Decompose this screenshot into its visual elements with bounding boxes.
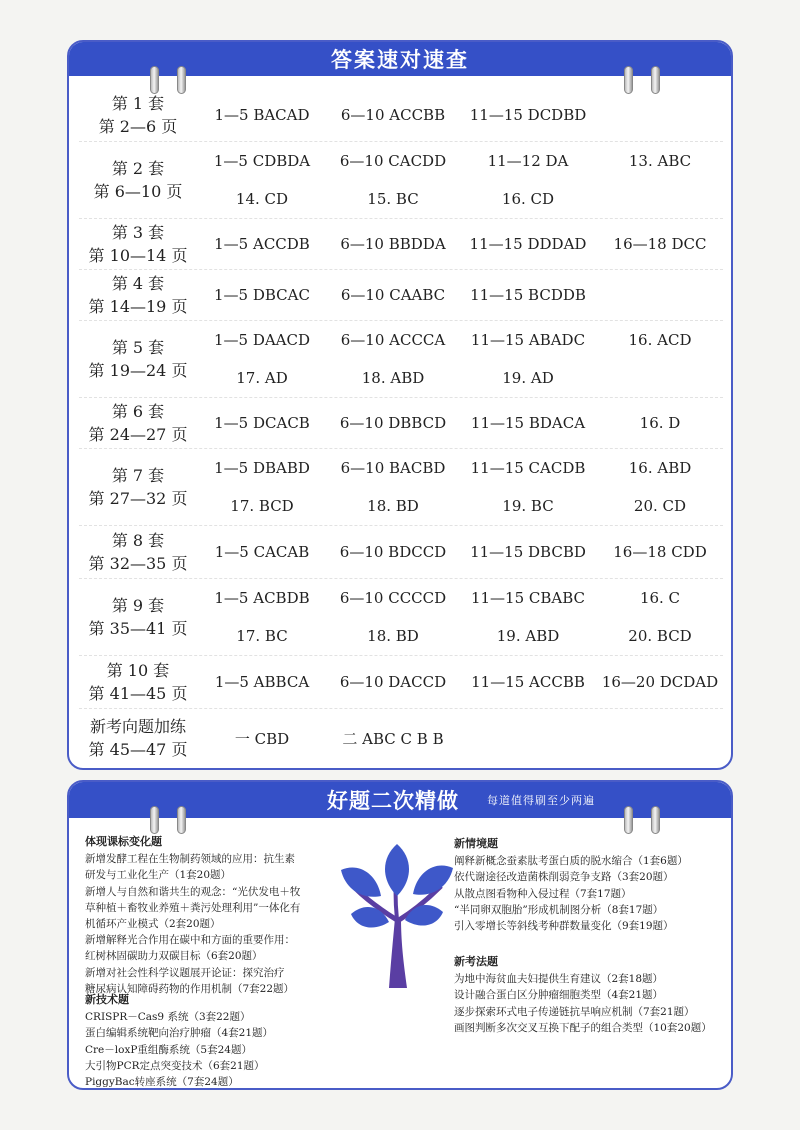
page-range: 第 19—24 页: [88, 361, 188, 380]
answer-cell: 11—15 DBCBD: [470, 543, 586, 561]
answer-cell: 1—5 DAACD: [213, 331, 311, 349]
answer-row: [79, 398, 723, 449]
list-item: 机循环产业模式（2套20题）: [85, 918, 221, 931]
answer-row: [79, 219, 723, 270]
page-range: 第 35—41 页: [88, 619, 188, 638]
list-item: 阐释新概念蚕素肽考蛋白质的脱水缩合（1套6题）: [454, 855, 688, 868]
answer-cell: 18. BD: [367, 497, 419, 515]
answer-cell: 16. ACD: [628, 331, 692, 349]
answer-card-title: 答案速对速查: [331, 48, 469, 72]
answer-cell: 6—10 DACCD: [339, 673, 447, 691]
list-item: 蛋白编辑系统靶向治疗肿瘤（4套21题）: [85, 1027, 274, 1040]
answer-row: [79, 709, 723, 767]
list-item: 新增对社会性科学议题展开论证：探究治疗: [85, 966, 285, 979]
answer-cell: 二 ABC C B B: [342, 729, 444, 748]
set-label: [79, 157, 197, 203]
list-item: 逐步探索环式电子传递链抗旱响应机制（7套21题）: [454, 1005, 695, 1018]
list-item: 画图判断多次交叉互换下配子的组合类型（10套20题）: [454, 1021, 712, 1034]
section-curriculum: [85, 834, 300, 997]
answer-cell: 6—10 DBBCD: [339, 414, 447, 432]
section-new-methods: [454, 954, 712, 1036]
set-number: 第 4 套: [111, 274, 165, 293]
answer-cell: 1—5 ACBDB: [214, 589, 310, 607]
set-number: 第 7 套: [111, 466, 165, 485]
list-item: CRISPR－Cas9 系统（3套22题）: [85, 1011, 251, 1024]
answer-cell: 1—5 DBCAC: [214, 286, 310, 304]
answer-card: [67, 40, 733, 770]
binder-ring-icon: [150, 806, 159, 834]
list-item: 草种植＋畜牧业养殖＋粪污处理利用”一体化有: [85, 901, 301, 914]
good-questions-title: 好题二次精做: [327, 789, 459, 813]
list-item: 大引物PCR定点突变技术（6套21题）: [85, 1059, 265, 1072]
list-item: 新增解释光合作用在碳中和方面的重要作用：: [85, 934, 295, 947]
set-label: [79, 400, 197, 446]
list-item: 引入零增长等斜线考种群数量变化（9套19题）: [454, 920, 674, 933]
section-title: 新技术题: [85, 993, 129, 1006]
answer-cell: 16—18 DCC: [613, 235, 707, 253]
binder-ring-icon: [651, 806, 660, 834]
list-item: “半同卵双胞胎”形成机制图分析（8套17题）: [454, 903, 664, 916]
answer-cell: 11—15 BCDDB: [470, 286, 586, 304]
answer-cell: 6—10 ACCCA: [340, 331, 446, 349]
answer-cell: 1—5 ACCDB: [214, 235, 310, 253]
answer-cell: 11—15 CBABC: [470, 589, 586, 607]
page-range: 第 14—19 页: [88, 297, 188, 316]
answer-cell: 6—10 BBDDA: [340, 235, 446, 253]
set-number: 第 5 套: [111, 338, 165, 357]
answer-cell: 6—10 ACCBB: [340, 106, 446, 124]
answer-cell: 16. C: [639, 589, 681, 607]
answer-cell: 1—5 DCACB: [214, 414, 310, 432]
answer-cell: 20. BCD: [628, 627, 692, 645]
set-label: [79, 464, 197, 510]
answer-cell: 6—10 CCCCD: [339, 589, 447, 607]
answer-cell: 16. D: [639, 414, 681, 432]
page-range: 第 45—47 页: [88, 740, 188, 759]
section-new-context: [454, 836, 688, 934]
answer-cell: 14. CD: [235, 190, 289, 208]
list-item: 红树林固碳助力双碳目标（6套20题）: [85, 950, 263, 963]
answer-cell: 1—5 CDBDA: [213, 152, 311, 170]
answer-cell: 11—15 ABADC: [470, 331, 586, 349]
set-number: 新考向题加练: [89, 717, 186, 736]
set-number: 第 8 套: [111, 531, 165, 550]
answer-cell: 13. ABC: [628, 152, 692, 170]
set-number: 第 3 套: [111, 223, 165, 242]
list-item: 从散点图看物种入侵过程（7套17题）: [454, 887, 632, 900]
answer-cell: 6—10 CACDD: [339, 152, 447, 170]
binder-ring-icon: [624, 806, 633, 834]
answer-cell: 6—10 BDCCD: [339, 543, 447, 561]
set-label: [79, 529, 197, 575]
answer-cell: 6—10 BACBD: [340, 459, 446, 477]
answer-cell: 16. ABD: [628, 459, 692, 477]
answer-row: [79, 321, 723, 398]
good-questions-card: [67, 780, 733, 1090]
answer-cell: 11—12 DA: [487, 152, 569, 170]
answer-cell: 6—10 CAABC: [340, 286, 446, 304]
set-number: 第 10 套: [106, 661, 170, 680]
answer-cell: 11—15 BDACA: [470, 414, 586, 432]
answer-row: [79, 579, 723, 656]
good-questions-subtitle: 每道值得刷至少两遍: [487, 794, 595, 807]
list-item: 新增人与自然和谐共生的观念：“光伏发电＋牧: [85, 885, 301, 898]
section-title: 新考法题: [454, 955, 498, 968]
answer-cell: 11—15 ACCBB: [471, 673, 585, 691]
list-item: 糖尿病认知障碍药物的作用机制（7套22题）: [85, 982, 295, 995]
list-item: 研发与工业化生产（1套20题）: [85, 869, 232, 882]
answer-row: [79, 656, 723, 709]
answer-cell: 19. BC: [502, 497, 554, 515]
page-range: 第 24—27 页: [88, 425, 188, 444]
list-item: PiggyBac转座系统（7套24题）: [85, 1076, 239, 1089]
page-range: 第 27—32 页: [88, 489, 188, 508]
set-label: [79, 336, 197, 382]
set-number: 第 6 套: [111, 402, 165, 421]
answer-row: [79, 89, 723, 142]
answer-cell: 17. AD: [236, 369, 288, 387]
set-number: 第 9 套: [111, 596, 165, 615]
answer-cell: 16. CD: [501, 190, 555, 208]
answer-cell: 19. ABD: [496, 627, 560, 645]
set-label: [79, 221, 197, 267]
section-title: 新情境题: [454, 837, 498, 850]
list-item: 为地中海贫血夫妇提供生育建议（2套18题）: [454, 973, 664, 986]
answer-row: [79, 449, 723, 526]
answer-cell: 16—20 DCDAD: [601, 673, 719, 691]
answer-cell: 11—15 DDDAD: [469, 235, 587, 253]
answer-cell: 11—15 DCDBD: [469, 106, 587, 124]
list-item: 依代谢途径改造菌株削弱竞争支路（3套20题）: [454, 871, 674, 884]
answer-cell: 17. BCD: [230, 497, 294, 515]
set-label: [79, 594, 197, 640]
answer-cell: 20. CD: [633, 497, 687, 515]
answer-row: [79, 270, 723, 321]
set-label: [79, 92, 197, 138]
set-number: 第 2 套: [111, 159, 165, 178]
answer-cell: 18. ABD: [361, 369, 425, 387]
list-item: 新增发酵工程在生物制药领域的应用：抗生素: [85, 853, 295, 866]
answer-cell: 1—5 CACAB: [214, 543, 310, 561]
answer-row: [79, 526, 723, 579]
answer-table: [79, 89, 723, 767]
answer-row: [79, 142, 723, 219]
list-item: Cre－loxP重组酶系统（5套24题）: [85, 1043, 252, 1056]
answer-cell: 16—18 CDD: [613, 543, 707, 561]
answer-cell: 15. BC: [367, 190, 419, 208]
section-new-tech: [85, 992, 273, 1090]
page-range: 第 32—35 页: [88, 554, 188, 573]
binder-ring-icon: [177, 806, 186, 834]
page-range: 第 2—6 页: [98, 117, 178, 136]
page-range: 第 6—10 页: [93, 182, 183, 201]
set-label: [79, 715, 197, 761]
page-range: 第 10—14 页: [88, 246, 188, 265]
answer-cell: 1—5 DBABD: [214, 459, 310, 477]
section-title: 体现课标变化题: [85, 835, 162, 848]
page-range: 第 41—45 页: [88, 684, 188, 703]
answer-cell: 18. BD: [367, 627, 419, 645]
answer-cell: 17. BC: [236, 627, 288, 645]
set-number: 第 1 套: [111, 94, 165, 113]
answer-cell: 一 CBD: [234, 729, 290, 748]
tree-logo-icon: [337, 840, 457, 990]
set-label: [79, 659, 197, 705]
set-label: [79, 272, 197, 318]
list-item: 设计融合蛋白区分肿瘤细胞类型（4套21题）: [454, 989, 664, 1002]
answer-cell: 1—5 BACAD: [214, 106, 310, 124]
answer-cell: 11—15 CACDB: [470, 459, 586, 477]
answer-cell: 19. AD: [502, 369, 554, 387]
answer-cell: 1—5 ABBCA: [214, 673, 310, 691]
